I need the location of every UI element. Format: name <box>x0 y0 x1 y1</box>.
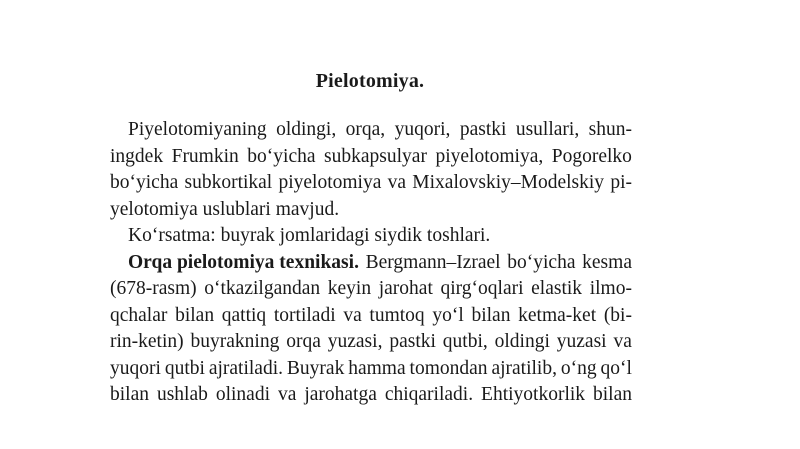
word: qo‘l <box>600 357 632 379</box>
word: qattiq <box>221 304 267 326</box>
word: bilan <box>175 304 215 326</box>
word: yuzasi, <box>327 331 383 352</box>
word: Ehtiyotkorlik <box>481 384 586 405</box>
page-title: Pielotomiya. <box>315 70 425 92</box>
text-line-5 <box>110 223 632 250</box>
word: bo‘yicha <box>110 172 179 193</box>
word: va <box>277 384 297 405</box>
word: orqa <box>286 331 321 352</box>
text-line-4 <box>110 197 632 224</box>
word: oldingi, <box>276 119 337 140</box>
word: tortiladi <box>273 304 336 326</box>
word: orqa, <box>345 119 386 140</box>
word: Frumkin <box>171 145 239 167</box>
text-line-7 <box>110 276 632 303</box>
text-line-10 <box>110 356 632 383</box>
line-text: Ko‘rsatma: buyrak jomlaridagi siydik toshlari. <box>128 225 491 246</box>
word: buyrakning <box>190 331 280 352</box>
word: pastki <box>459 119 507 140</box>
word: piyelotomiya <box>278 172 382 193</box>
word: qirg‘oqlari <box>440 278 524 299</box>
word: ketma-ket <box>518 304 597 326</box>
word: va <box>613 331 632 352</box>
word: keyin <box>327 278 372 299</box>
word: va <box>387 172 407 193</box>
word: Bergmann–Izrael <box>365 251 501 273</box>
word: ingdek <box>110 145 164 167</box>
word: (bi- <box>603 304 632 326</box>
word: kesma <box>582 251 632 273</box>
word: shun- <box>588 119 632 140</box>
line-text: yelotomiya uslublari mavjud. <box>110 198 340 220</box>
word: o‘tkazilgandan <box>204 278 321 299</box>
word: yuqori <box>110 357 161 379</box>
word: tomondan <box>409 357 488 379</box>
word: hamma <box>348 357 406 379</box>
word: qutbi <box>164 357 205 379</box>
word: bilan <box>592 384 632 405</box>
word: jarohatga <box>304 384 377 405</box>
word: elastik <box>531 278 583 299</box>
section-heading: Orqa pielotomiya texnikasi. <box>128 251 359 273</box>
word: subkortikal <box>184 172 273 193</box>
body-text <box>110 117 632 409</box>
word: piyelotomiya, <box>435 145 544 167</box>
word: bo‘yicha <box>507 251 576 273</box>
word: usullari, <box>515 119 580 140</box>
word: Pogorelko <box>551 145 632 167</box>
text-line-8 <box>110 303 632 330</box>
text-line-3 <box>110 170 632 197</box>
word: rin-ketin) <box>110 331 184 352</box>
text-line-9 <box>110 329 632 356</box>
word: tumtoq <box>369 304 425 326</box>
word: qutbi, <box>442 331 488 352</box>
word: yuzasi <box>556 331 607 352</box>
word: ilmo- <box>589 278 632 299</box>
text-line-2 <box>110 144 632 171</box>
word: jarohat <box>378 278 433 299</box>
word: Buyrak <box>286 357 345 379</box>
word: oldingi <box>494 331 550 352</box>
word: ushlab <box>156 384 208 405</box>
cut-off-text-fragment <box>520 399 640 407</box>
word: bilan <box>110 384 149 405</box>
word: pi- <box>610 172 632 193</box>
word: qchalar <box>110 304 168 326</box>
word: olinadi <box>215 384 270 405</box>
word: ajratiladi. <box>208 357 284 379</box>
text-line-6 <box>110 250 632 277</box>
word: yuqori, <box>394 119 451 140</box>
word: ajratilib, <box>491 357 557 379</box>
word: pastki <box>389 331 436 352</box>
word: bo‘yicha <box>247 145 316 167</box>
word: bilan <box>471 304 511 326</box>
word: chiqariladi. <box>384 384 474 405</box>
word: subkapsulyar <box>324 145 427 167</box>
word: Piyelotomiyaning <box>128 119 267 140</box>
word: o‘ng <box>560 357 597 379</box>
word: (678-rasm) <box>110 278 197 299</box>
word: Mixalovskiy–Modelskiy <box>412 172 605 193</box>
word: va <box>343 304 362 326</box>
word: yo‘l <box>432 304 464 326</box>
text-line-1 <box>110 117 632 144</box>
